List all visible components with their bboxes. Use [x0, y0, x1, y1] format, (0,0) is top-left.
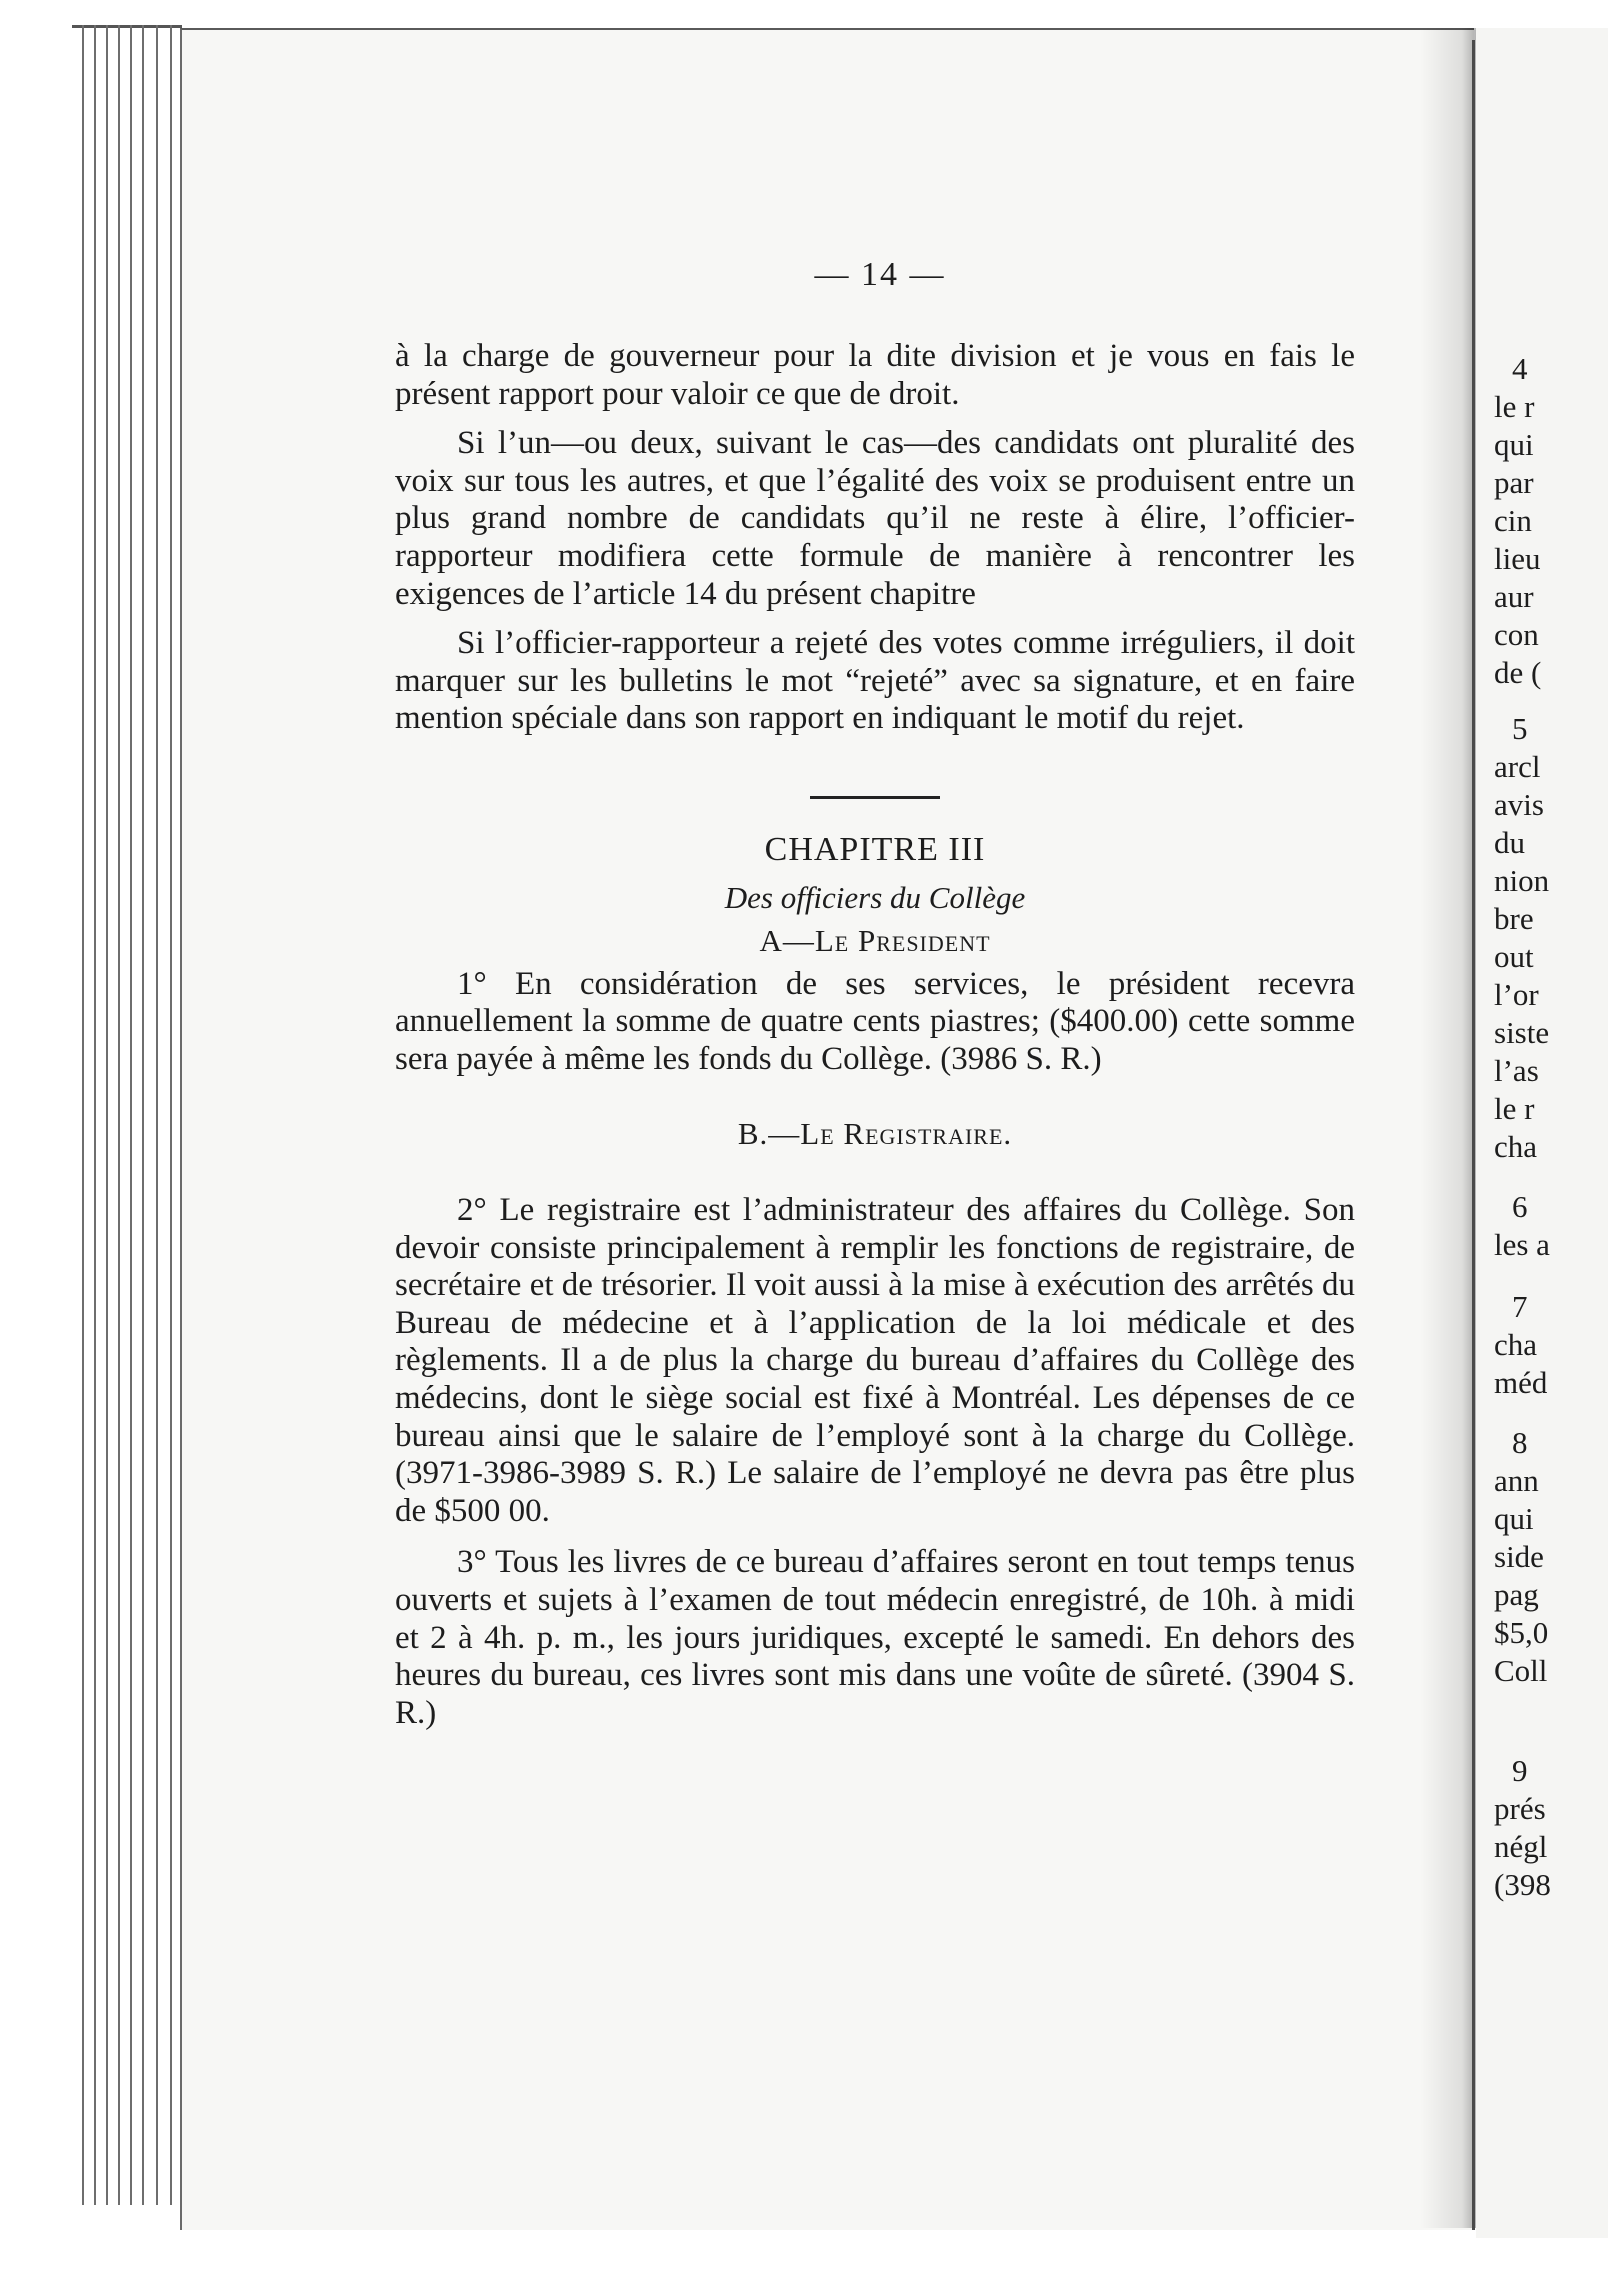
right-page-text-fragment: ann — [1494, 1463, 1539, 1498]
right-page-text-fragment: out — [1494, 939, 1534, 974]
page-edge-line — [130, 25, 132, 2205]
right-page-text-fragment: $5,0 — [1494, 1615, 1549, 1650]
right-page-text-fragment: négl — [1494, 1829, 1548, 1864]
page-edge-line — [142, 25, 144, 2205]
right-page-text-fragment: par — [1494, 465, 1534, 500]
gutter-shadow — [1420, 28, 1480, 2228]
right-page-text-fragment: cin — [1494, 503, 1532, 538]
right-page-text-fragment: nion — [1494, 863, 1550, 898]
right-page-text-fragment: con — [1494, 617, 1539, 652]
page-edge-line — [106, 25, 108, 2205]
page-edge-line — [118, 25, 120, 2205]
right-page-text-fragment: lieu — [1494, 541, 1541, 576]
paragraph-registraire-duties: 2° Le registraire est l’administrateur des affaires du Collège. Son devoir consiste principalement à remplir les fonctions de registraire, de secrétaire et de trésorier. Il voit aussi à la mise à exécution des arrêtés du Bureau de médecine et à l’application de la loi médicale et des règlements. Il a de plus la charge du bureau d’affaires du Collège des médecins, dont le siège social est fixé à Montréal. Les dépenses de ce bureau ainsi que le salaire de l’employé sont à la charge du Collège. (3971-3986-3989 S. R.) Le salaire de l’employé ne devra pas être plus de $500 00. — [395, 1192, 1355, 1529]
gutter-fold — [1472, 40, 1475, 2230]
paragraph-office-books: 3° Tous les livres de ce bureau d’affaires seront en tout temps tenus ouverts et sujets à l’examen de tout médecin enregistré, de 10h. à midi et 2 à 4h. p. m., les jours juridiques, excepté le samedi. En dehors des heures du bureau, ces livres sont mis dans une voûte de sûreté. (3904 S. R.) — [395, 1544, 1355, 1731]
right-page-text-fragment: siste — [1494, 1015, 1550, 1050]
right-page-text-fragment: l’as — [1494, 1053, 1539, 1088]
page-edge-line — [156, 25, 158, 2205]
right-page-text-fragment: prés — [1494, 1791, 1546, 1826]
right-page-text-fragment: les a — [1494, 1227, 1550, 1262]
page-edge-line — [94, 25, 96, 2205]
right-page-text-fragment: le r — [1494, 1091, 1535, 1126]
right-page-fragment — [1476, 28, 1608, 2238]
paragraph-president-salary: 1° En considération de ses services, le président recevra annuellement la somme de quatre cents piastres; ($400.00) cette somme sera payée à même les fonds du Collège. (3986 S. R.) — [395, 965, 1355, 1077]
subsection-president: A—Le President — [759, 923, 991, 959]
right-page-text-fragment: du — [1494, 825, 1525, 860]
right-page-text-fragment: bre — [1494, 901, 1534, 936]
right-page-text-fragment: avis — [1494, 787, 1544, 822]
subsection-registraire: B.—Le Registraire. — [737, 1115, 1013, 1151]
right-page-text-fragment: pag — [1494, 1577, 1539, 1612]
page-number: — 14 — — [814, 256, 946, 293]
right-page-text-fragment: cha — [1494, 1327, 1538, 1362]
right-page-text-fragment: 9 — [1512, 1753, 1528, 1788]
right-page-text-fragment: qui — [1494, 1501, 1534, 1536]
right-page-text-fragment: de ( — [1494, 655, 1542, 690]
chapter-title: CHAPITRE III — [764, 830, 986, 868]
right-page-text-fragment: 5 — [1512, 711, 1528, 746]
page-text-column — [395, 250, 1355, 1732]
right-page-text-fragment: qui — [1494, 427, 1534, 462]
right-page-text-fragment: arcl — [1494, 749, 1541, 784]
right-page-text-fragment: side — [1494, 1539, 1544, 1574]
right-page-text-fragment: l’or — [1494, 977, 1539, 1012]
right-page-text-fragment: 7 — [1512, 1289, 1528, 1324]
paragraph-plurality: Si l’un—ou deux, suivant le cas—des candidats ont pluralité des voix sur tous les autres, et que l’égalité des voix se produisent entre un plus grand nombre de candidats qu’il ne reste à élire, l’officier-rapporteur modifiera cette formule de manière à rencontrer les exigences de l’article 14 du présent chapitre — [395, 425, 1355, 612]
book-edge-top — [72, 25, 182, 28]
right-page-text-fragment: 4 — [1512, 351, 1528, 386]
section-title: Des officiers du Collège — [724, 879, 1026, 915]
right-page-text-fragment: 6 — [1512, 1189, 1528, 1224]
book-edge-stack — [72, 25, 182, 2205]
page-edge-line — [170, 25, 172, 2205]
paragraph-rejected-votes: Si l’officier-rapporteur a rejeté des votes comme irréguliers, il doit marquer sur les bulletins le mot “rejeté” avec sa signature, et en faire mention spéciale dans son rapport en indiquant le motif du rejet. — [395, 625, 1355, 737]
right-page-text-fragment: le r — [1494, 389, 1535, 424]
right-page-text-fragment: méd — [1494, 1365, 1548, 1400]
right-page-text-fragment: (398 — [1494, 1867, 1551, 1902]
page-edge-line — [82, 25, 84, 2205]
right-page-text-fragment: aur — [1494, 579, 1534, 614]
paragraph-continuation: à la charge de gouverneur pour la dite division et je vous en fais le présent rapport pour valoir ce que de droit. — [395, 338, 1355, 412]
right-page-text-fragment: Coll — [1494, 1653, 1548, 1688]
right-page-text-fragment: 8 — [1512, 1425, 1528, 1460]
right-page-text-fragment: cha — [1494, 1129, 1538, 1164]
